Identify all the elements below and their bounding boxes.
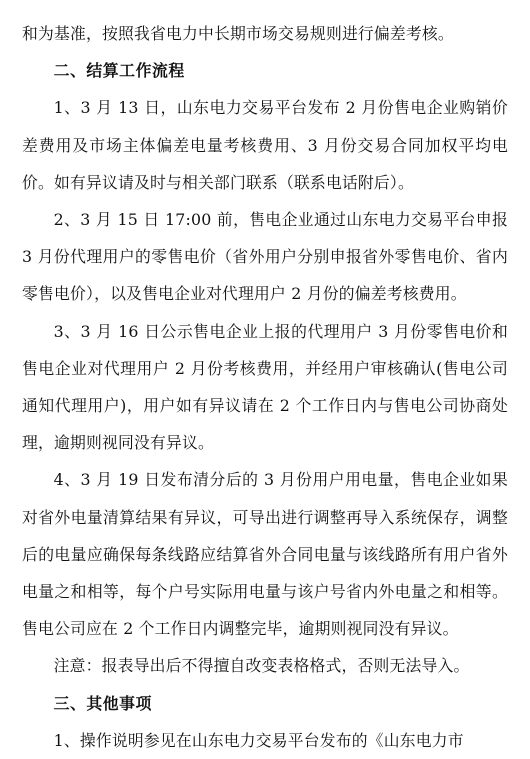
settlement-step-1: 1、3 月 13 日，山东电力交易平台发布 2 月份售电企业购销价差费用及市场主体偏差电量考核费用、3 月份交易合同加权平均电价。如有异议请及时与相关部门联系（联系电话附后）。 — [22, 98, 508, 192]
section-heading-settlement-process: 二、结算工作流程 — [53, 61, 185, 81]
settlement-step-2: 2、3 月 15 日 17:00 前，售电企业通过山东电力交易平台申报 3 月份代理用户的零售电价（省外用户分别申报省外零售电价、省内零售电价），以及售电企业对代理用户 2 月份的偏差考核费用。 — [22, 210, 508, 304]
settlement-step-3: 3、3 月 16 日公示售电企业上报的代理用户 3 月份零售电价和售电企业对代理用户 2 月份考核费用，并经用户审核确认(售电公司通知代理用户)，用户如有异议请在 2 个工作日内与售电公司协商处理，逾期则视同没有异议。 — [22, 321, 508, 453]
section-heading-other-matters: 三、其他事项 — [53, 693, 152, 713]
intro-continuation: 和为基准，按照我省电力中长期市场交易规则进行偏差考核。 — [22, 24, 454, 43]
other-matters-item-1: 1、操作说明参见在山东电力交易平台发布的《山东电力市 — [53, 730, 464, 750]
settlement-step-4: 4、3 月 19 日发布清分后的 3 月份用户用电量，售电企业如果对省外电量清算结果有异议，可导出进行调整再导入系统保存，调整后的电量应确保每条线路应结算省外合同电量与该线路所有用户省外电量之和相等，每个户号实际用电量与该户号省内外电量之和相等。售电公司应在 2 个工作日内调整完毕，逾期则视同没有异议。 — [22, 470, 508, 639]
export-note: 注意：报表导出后不得擅自改变表格格式，否则无法导入。 — [53, 656, 470, 676]
